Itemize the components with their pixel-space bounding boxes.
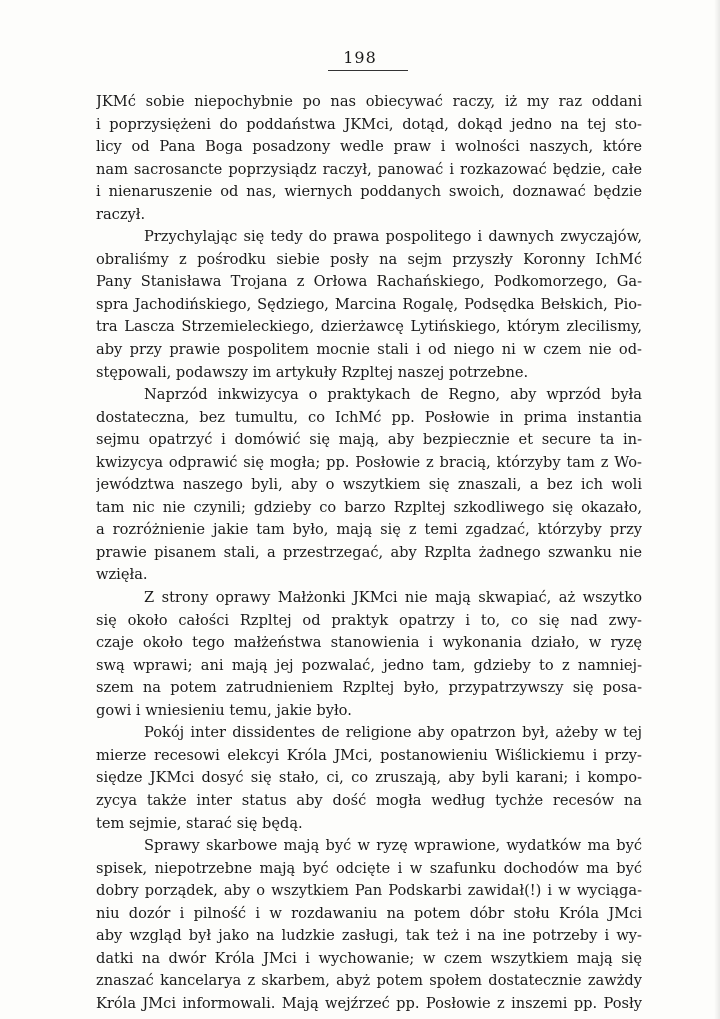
text-line: Naprzód inkwizycya o praktykach de Regno, aby wprzód była — [144, 386, 642, 404]
text-line: nam sacrosancte poprzysiądz raczył, panować i rozkazować będzie, całe — [96, 160, 642, 178]
text-line: czaje około tego małżeństwa stanowienia i wykonania działo, w ryzę — [96, 634, 642, 652]
text-line: mierze recesowi elekcyi Króla JMci, postanowieniu Wiślickiemu i przy- — [96, 746, 642, 764]
text-line: spisek, niepotrzebne mają być odcięte i w szafunku dochodów ma być — [96, 859, 642, 877]
text-line: a rozróżnienie jakie tam było, mają się z temi zgadzać, którzyby przy — [96, 521, 642, 539]
text-line: Sprawy skarbowe mają być w ryzę wprawione, wydatków ma być — [144, 837, 642, 855]
text-line: gowi i wniesieniu temu, jakie było. — [96, 701, 352, 719]
text-line: niu dozór i pilność i w rozdawaniu na potem dóbr stołu Króla JMci — [96, 904, 642, 922]
text-line: sejmu opatrzyć i domówić się mają, aby bezpiecznie et secure ta in- — [96, 431, 642, 449]
text-line: datki na dwór Króla JMci i wychowanie; w czem wszytkiem mają się — [96, 949, 642, 967]
text-line: JKMć sobie niepochybnie po nas obiecywać raczy, iż my raz oddani — [96, 93, 642, 110]
text-line: zycya także inter status aby dość mogła według tychże recesów na — [96, 791, 642, 809]
text-line: jewództwa naszego byli, aby o wszytkiem się znaszali, a bez ich woli — [96, 476, 642, 494]
text-line: dobry porządek, aby o wszytkiem Pan Podskarbi zawidał(!) i w wyciąga- — [96, 882, 642, 900]
body-text — [96, 91, 642, 1015]
text-line: Pany Stanisława Trojana z Orłowa Rachańskiego, Podkomorzego, Ga- — [96, 273, 642, 291]
text-line: aby wzgląd był jako na ludzkie zasługi, tak też i na ine potrzeby i wy- — [96, 927, 642, 945]
text-line: swą wprawi; ani mają jej pozwalać, jedno tam, gdzieby to z namniej- — [96, 656, 642, 674]
text-line: obraliśmy z pośrodku siebie posły na sejm przyszły Koronny IchMć — [96, 250, 642, 268]
text-line: i poprzysiężeni do poddaństwa JKMci, dotąd, dokąd jedno na tej sto- — [96, 115, 642, 133]
text-line: siędze JKMci dosyć się stało, ci, co zruszają, aby byli karani; i kompo- — [96, 769, 642, 787]
text-line: tem sejmie, starać się będą. — [96, 814, 303, 832]
text-line: znaszać kancelarya z skarbem, abyż potem społem dostatecznie zawżdy — [96, 972, 642, 990]
text-line: dostateczna, bez tumultu, co IchMć pp. Posłowie in prima instantia — [96, 408, 642, 426]
text-line: tam nic nie czynili; gdzieby co barzo Rzpltej szkodliwego się okazało, — [96, 498, 642, 516]
text-line: Przychylając się tedy do prawa pospolitego i dawnych zwyczajów, — [144, 228, 642, 246]
text-line: spra Jachodińskiego, Sędziego, Marcina Rogalę, Podsędka Bełskich, Pio- — [96, 295, 642, 313]
text-line: Pokój inter dissidentes de religione aby opatrzon był, ażeby w tej — [144, 724, 642, 742]
header-rule — [328, 70, 408, 71]
text-line: szem na potem zatrudnieniem Rzpltej było, przypatrzywszy się posa- — [96, 679, 642, 697]
text-line: raczył. — [96, 205, 146, 223]
text-line: stępowali, podawszy im artykuły Rzpltej naszej potrzebne. — [96, 363, 529, 381]
text-line: Z strony oprawy Małżonki JKMci nie mają skwapiać, aż wszytko — [144, 589, 642, 607]
text-line: i nienaruszenie od nas, wiernych poddanych swoich, doznawać będzie — [96, 183, 642, 201]
text-line: kwizycya odprawić się mogła; pp. Posłowie z bracią, którzyby tam z Wo- — [96, 453, 642, 471]
text-line: prawie pisanem stali, a przestrzegać, aby Rzplta żadnego szwanku nie — [96, 543, 642, 561]
text-line: licy od Pana Boga posadzony wedle praw i wolności naszych, które — [96, 138, 642, 156]
text-line: się około całości Rzpltej od praktyk opatrzy i to, co się nad zwy- — [96, 611, 642, 629]
page-edge-shadow — [714, 0, 720, 1019]
text-line: aby przy prawie pospolitem mocnie stali i od niego ni w czem nie od- — [96, 341, 642, 359]
page-number: 198 — [343, 48, 377, 67]
text-line: Króla JMci informowali. Mają wejźrzeć pp. Posłowie z inszemi pp. Posły — [96, 994, 642, 1012]
text-line: tra Lascza Strzemieleckiego, dzierżawcę Lytińskiego, którym zlecilismy, — [96, 318, 642, 336]
text-line: wzięła. — [96, 566, 148, 584]
